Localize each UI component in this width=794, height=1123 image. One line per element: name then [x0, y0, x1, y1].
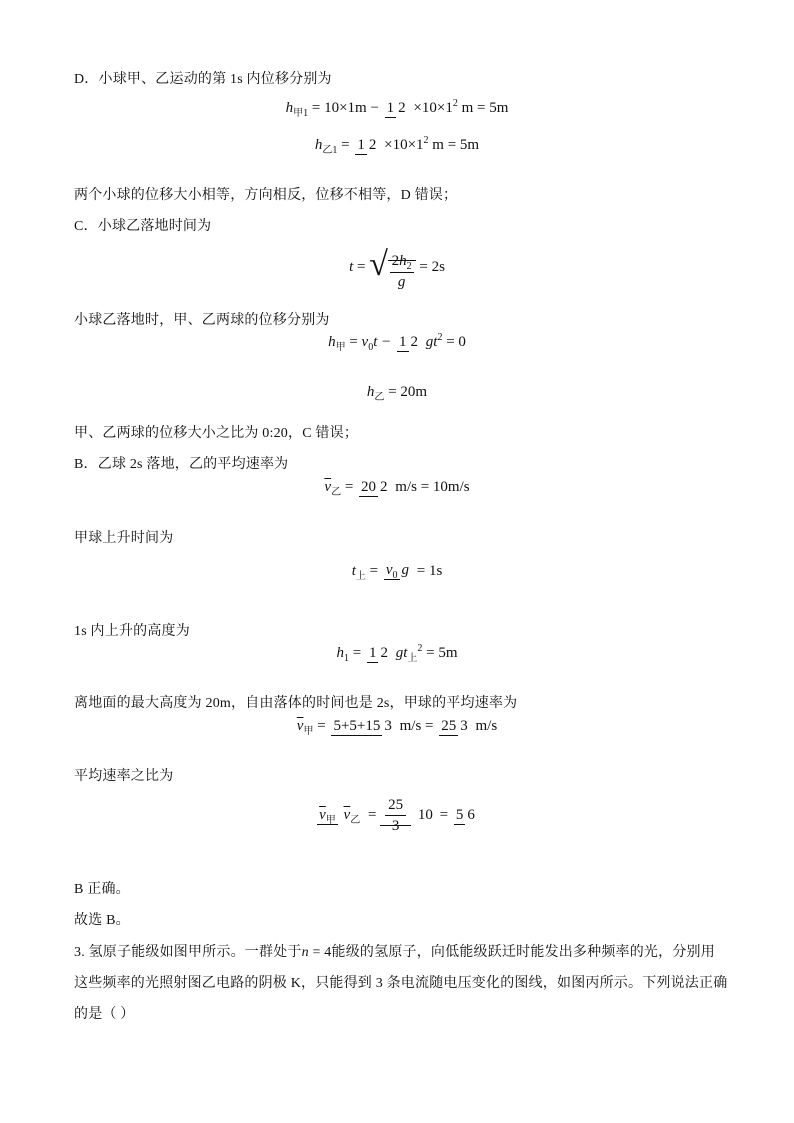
equation-ratio: $\overline{v}_甲$ $\overline{v}_乙$ = $\frac{25}{3}$ 10 = 5 6: [319, 797, 475, 834]
option-b-conclusion: B 正确。: [74, 882, 130, 897]
option-c-intro: C．小球乙落地时间为: [74, 219, 212, 234]
option-b-text5: 平均速率之比为: [74, 769, 174, 784]
equation-t: t = √ $\frac{2h_2}{g}$ = 2s: [349, 246, 445, 291]
equation-t-up: $t_上 = v_0$ g = 1s: [351, 562, 443, 582]
equation-h1: $h_1 = 1$ 2 $gt_上^2 = 5m$: [336, 643, 458, 665]
question-3-line-2: 这些频率的光照射图乙电路的阴极 K，只能得到 3 条电流随电压变化的图线，如图丙所示。下列说法正确: [74, 976, 728, 991]
option-d-intro: D．小球甲、乙运动的第 1s 内位移分别为: [74, 72, 332, 87]
option-b-text2: 甲球上升时间为: [74, 531, 174, 546]
option-c-conclusion: 甲、乙两球的位移大小之比为 0:20，C 错误；: [74, 426, 359, 441]
option-b-intro: B．乙球 2s 落地，乙的平均速率为: [74, 457, 289, 472]
option-c-text2: 小球乙落地时，甲、乙两球的位移分别为: [74, 313, 330, 328]
option-d-conclusion: 两个小球的位移大小相等，方向相反，位移不相等，D 错误；: [74, 188, 458, 203]
equation-h-yi: $h_乙 = 20m$: [366, 384, 428, 404]
equation-v-jia: $\overline{v}_甲 = 5+5+15$ 3 m/s = 25 3 m/s: [296, 718, 498, 738]
equation-h-jia: $h_甲 = v_0t - 1$ 2 $gt^2 = 0$: [328, 332, 466, 354]
equation-h-jia-1: $h_{甲1} = 10\times 1m - 1$ $2 \times 10\times 1^2$ m = 5m: [285, 98, 509, 120]
equation-v-yi: $\overline{v}_乙 = 20$ 2 m/s = 10m/s: [324, 479, 470, 499]
option-b-text4: 离地面的最大高度为 20m，自由落体的时间也是 2s，甲球的平均速率为: [74, 696, 518, 711]
question-3-line-1: 3. 氢原子能级如图甲所示。一群处于n = 4能级的氢原子，向低能级跃迁时能发出多种频率的光，分别用: [74, 945, 715, 960]
answer-line: 故选 B。: [74, 913, 130, 928]
equation-h-yi-1: $h_{乙1} = 1$ $2 \times 10\times 1^2$ m = 5m: [314, 135, 480, 157]
question-3-line-3: 的是（ ）: [74, 1007, 135, 1022]
option-b-text3: 1s 内上升的高度为: [74, 624, 190, 639]
